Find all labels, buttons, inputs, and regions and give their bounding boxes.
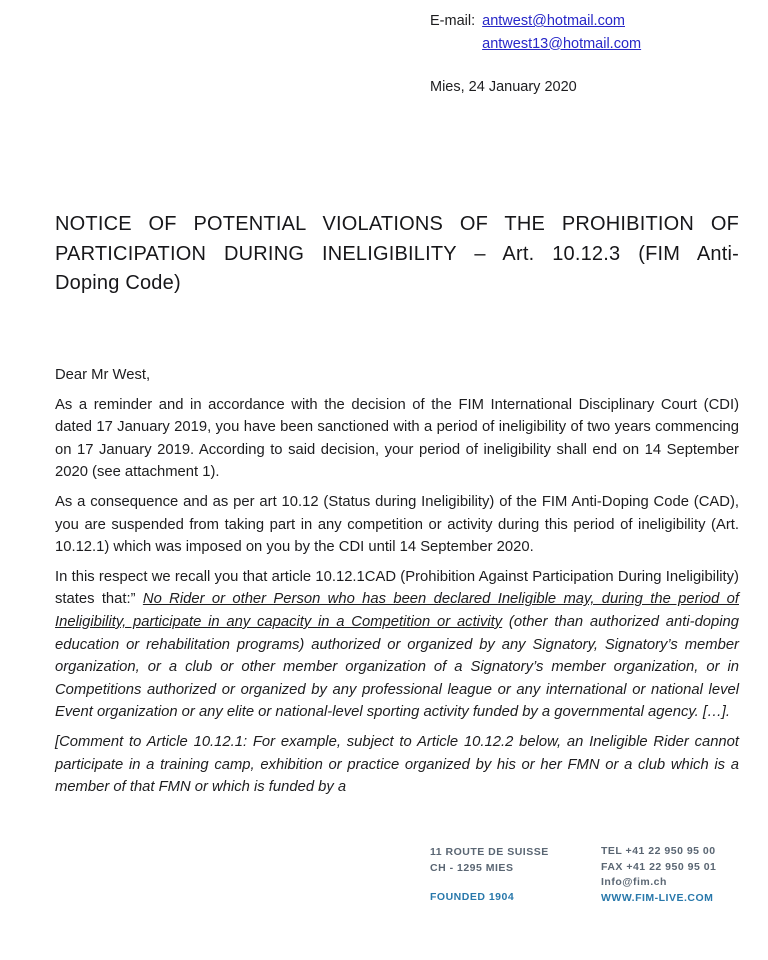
footer-tel: TEL +41 22 950 95 00 — [601, 845, 716, 857]
dateline: Mies, 24 January 2020 — [430, 79, 577, 95]
email-label: E-mail: — [430, 13, 476, 29]
footer-contact-block — [601, 844, 716, 906]
email-link-primary[interactable]: antwest@hotmail.com — [482, 13, 625, 29]
letter-title-line-1: NOTICE OF POTENTIAL VIOLATIONS OF THE PROHIBITION OF — [55, 213, 739, 235]
email-links — [482, 10, 641, 55]
paragraph-recall — [55, 566, 739, 724]
letter-body — [55, 364, 739, 806]
paragraph-reminder: As a reminder and in accordance with the decision of the FIM International Disciplinary Court (CDI) dated 17 January 2019, you have been sanctioned with a period of ineligibility of two years commencing on 17 January 2019. According to said decision, your period of ineligibility shall end on 14 September 2020 (see attachment 1). — [55, 396, 739, 481]
comment-paragraph: [Comment to Article 10.12.1: For example, subject to Article 10.12.2 below, an Ineligible Rider cannot participate in a training camp, exhibition or practice organized by his or her FMN or a club which is a member of that FMN or which is funded by a — [55, 733, 739, 796]
footer-fax: FAX +41 22 950 95 01 — [601, 860, 717, 873]
salutation: Dear Mr West, — [55, 367, 151, 383]
email-link-secondary[interactable]: antwest13@hotmail.com — [482, 35, 642, 52]
letter-title-line-3: Doping Code) — [55, 272, 181, 294]
footer-address-line-1: 11 ROUTE DE SUISSE — [430, 846, 549, 858]
footer-website: WWW.FIM-LIVE.COM — [601, 891, 714, 904]
paragraph-consequence: As a consequence and as per art 10.12 (Status during Ineligibility) of the FIM Anti-Doping Code (CAD), you are suspended from taking part in any competition or activity during this period of ineligibility (Art. 10.12.1) which was imposed on you by the CDI until 14 September 2020. — [55, 493, 739, 556]
footer-address-line-2: CH - 1295 MIES — [430, 862, 514, 874]
paragraph-recall-quote-rest: (other than authorized anti-doping education or rehabilitation programs) authorized or organized by any Signatory, Signatory’s member organization, or a club or other member organization of a Signatory’s member organization, or in Competitions authorized or organized by any professional league or any international or national level Event organization or any elite or national-level sporting activity funded by a governmental agency. […]. — [55, 613, 740, 721]
letter-title — [55, 210, 739, 299]
footer-address-block — [430, 844, 549, 905]
footer-email: Info@fim.ch — [601, 876, 667, 888]
paragraph-recall-quote-underlined: No Rider or other Person who has been declared Ineligible may, during the period of Ineligibility, participate in any capacity in a Competition or activity — [55, 591, 739, 630]
letter-title-line-2: PARTICIPATION DURING INELIGIBILITY – Art. 10.12.3 (FIM Anti- — [55, 242, 739, 265]
footer-founded: FOUNDED 1904 — [430, 891, 515, 903]
paragraph-recall-intro: In this respect we recall you that article 10.12.1CAD (Prohibition Against Participation During Ineligibility) states that:” — [55, 568, 739, 608]
email-header-block — [430, 10, 641, 55]
